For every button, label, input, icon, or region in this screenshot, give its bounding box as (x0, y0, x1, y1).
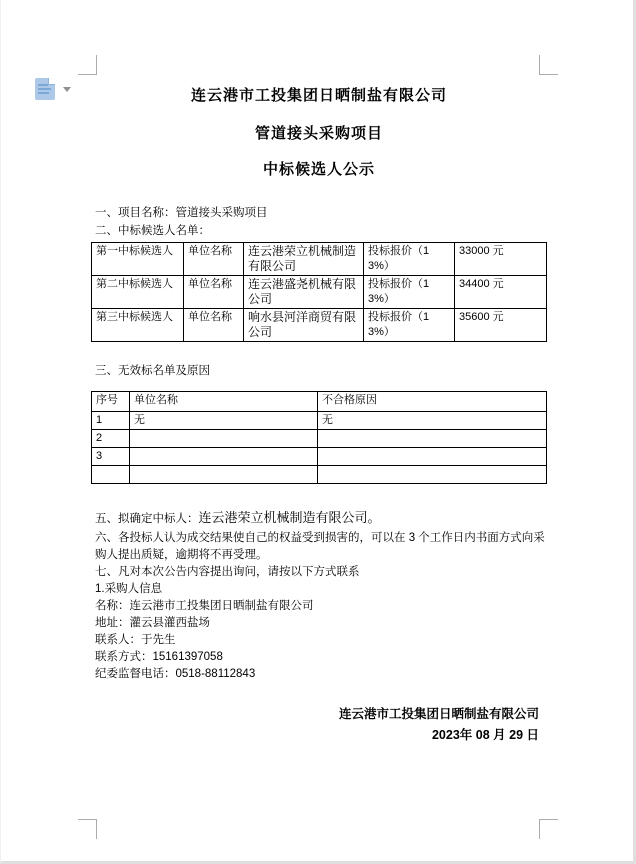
unit-name-cell: 无 (130, 412, 318, 430)
bid-price-value: 35600 元 (455, 309, 547, 342)
table-row (92, 276, 547, 309)
purchaser-contact-person: 联系人：于先生 (95, 634, 176, 646)
bid-price-value: 33000 元 (455, 243, 547, 276)
text-boundary-mark-bottom-right (539, 819, 558, 839)
unit-name-cell (130, 448, 318, 466)
candidates-table (91, 242, 547, 342)
bid-price-label: 投标报价（13%） (364, 309, 455, 342)
title-announcement: 中标候选人公示 (262, 161, 375, 178)
paste-options-icon (35, 78, 55, 100)
row-index: 2 (92, 430, 130, 448)
text-boundary-mark-bottom-left (78, 819, 97, 839)
text-boundary-mark-top-right (539, 55, 558, 75)
candidate-company: 连云港盛尧机械有限公司 (244, 276, 364, 309)
table-header-row (92, 392, 547, 412)
table-row (92, 430, 547, 448)
purchaser-phone: 联系方式：15161397058 (95, 651, 223, 663)
reason-cell (318, 448, 547, 466)
purchaser-name: 名称：连云港市工投集团日晒制盐有限公司 (95, 600, 314, 612)
purchaser-address: 地址：灌云县灌西盐场 (95, 617, 210, 629)
purchaser-info-block (91, 598, 547, 683)
unit-name-label: 单位名称 (184, 243, 244, 276)
section-5-label: 五、拟确定中标人： (95, 513, 199, 525)
column-header-unit-name: 单位名称 (130, 392, 318, 412)
candidate-company: 响水县河洋商贸有限公司 (244, 309, 364, 342)
bid-price-label: 投标报价（13%） (364, 243, 455, 276)
chevron-down-icon (63, 87, 71, 92)
row-index: 3 (92, 448, 130, 466)
table-row (92, 243, 547, 276)
signature-block (91, 704, 547, 746)
invalid-bids-table (91, 391, 547, 484)
text-boundary-mark-top-left (78, 55, 97, 75)
section-3-invalid-bids-heading: 三、无效标名单及原因 (95, 365, 210, 377)
signature-date: 2023年 08 月 29 日 (431, 728, 539, 742)
paste-options-button[interactable] (35, 78, 75, 104)
table-row (92, 466, 547, 484)
candidate-rank: 第一中标候选人 (92, 243, 184, 276)
unit-name-cell (130, 466, 318, 484)
bid-price-label: 投标报价（13%） (364, 276, 455, 309)
column-header-reason: 不合格原因 (318, 392, 547, 412)
table-row (92, 448, 547, 466)
section-1-project-name: 一、项目名称：管道接头采购项目 (95, 207, 268, 219)
table-row (92, 309, 547, 342)
section-6-objection-notice: 六、各投标人认为成交结果使自己的权益受到损害的，可以在 3 个工作日内书面方式向采购人提出质疑，逾期将不再受理。 (95, 532, 545, 561)
title-project: 管道接头采购项目 (254, 125, 383, 142)
candidate-company: 连云港荣立机械制造有限公司 (244, 243, 364, 276)
unit-name-cell (130, 430, 318, 448)
candidate-rank: 第三中标候选人 (92, 309, 184, 342)
purchaser-info-heading: 1.采购人信息 (95, 583, 163, 595)
unit-name-label: 单位名称 (184, 276, 244, 309)
section-2-candidate-list-heading: 二、中标候选人名单： (95, 225, 210, 237)
reason-cell (318, 430, 547, 448)
reason-cell (318, 466, 547, 484)
column-header-index: 序号 (92, 392, 130, 412)
section-5-winner-name: 连云港荣立机械制造有限公司。 (198, 510, 381, 525)
supervision-phone: 纪委监督电话：0518-88112843 (95, 668, 256, 680)
bid-price-value: 34400 元 (455, 276, 547, 309)
reason-cell: 无 (318, 412, 547, 430)
row-index: 1 (92, 412, 130, 430)
section-5-proposed-winner (91, 509, 547, 528)
section-7-inquiry-notice: 七、凡对本次公告内容提出询问，请按以下方式联系 (95, 566, 360, 578)
table-row (92, 412, 547, 430)
candidate-rank: 第二中标候选人 (92, 276, 184, 309)
signature-company: 连云港市工投集团日晒制盐有限公司 (338, 707, 539, 721)
title-company: 连云港市工投集团日晒制盐有限公司 (190, 87, 447, 104)
row-index (92, 466, 130, 484)
unit-name-label: 单位名称 (184, 309, 244, 342)
